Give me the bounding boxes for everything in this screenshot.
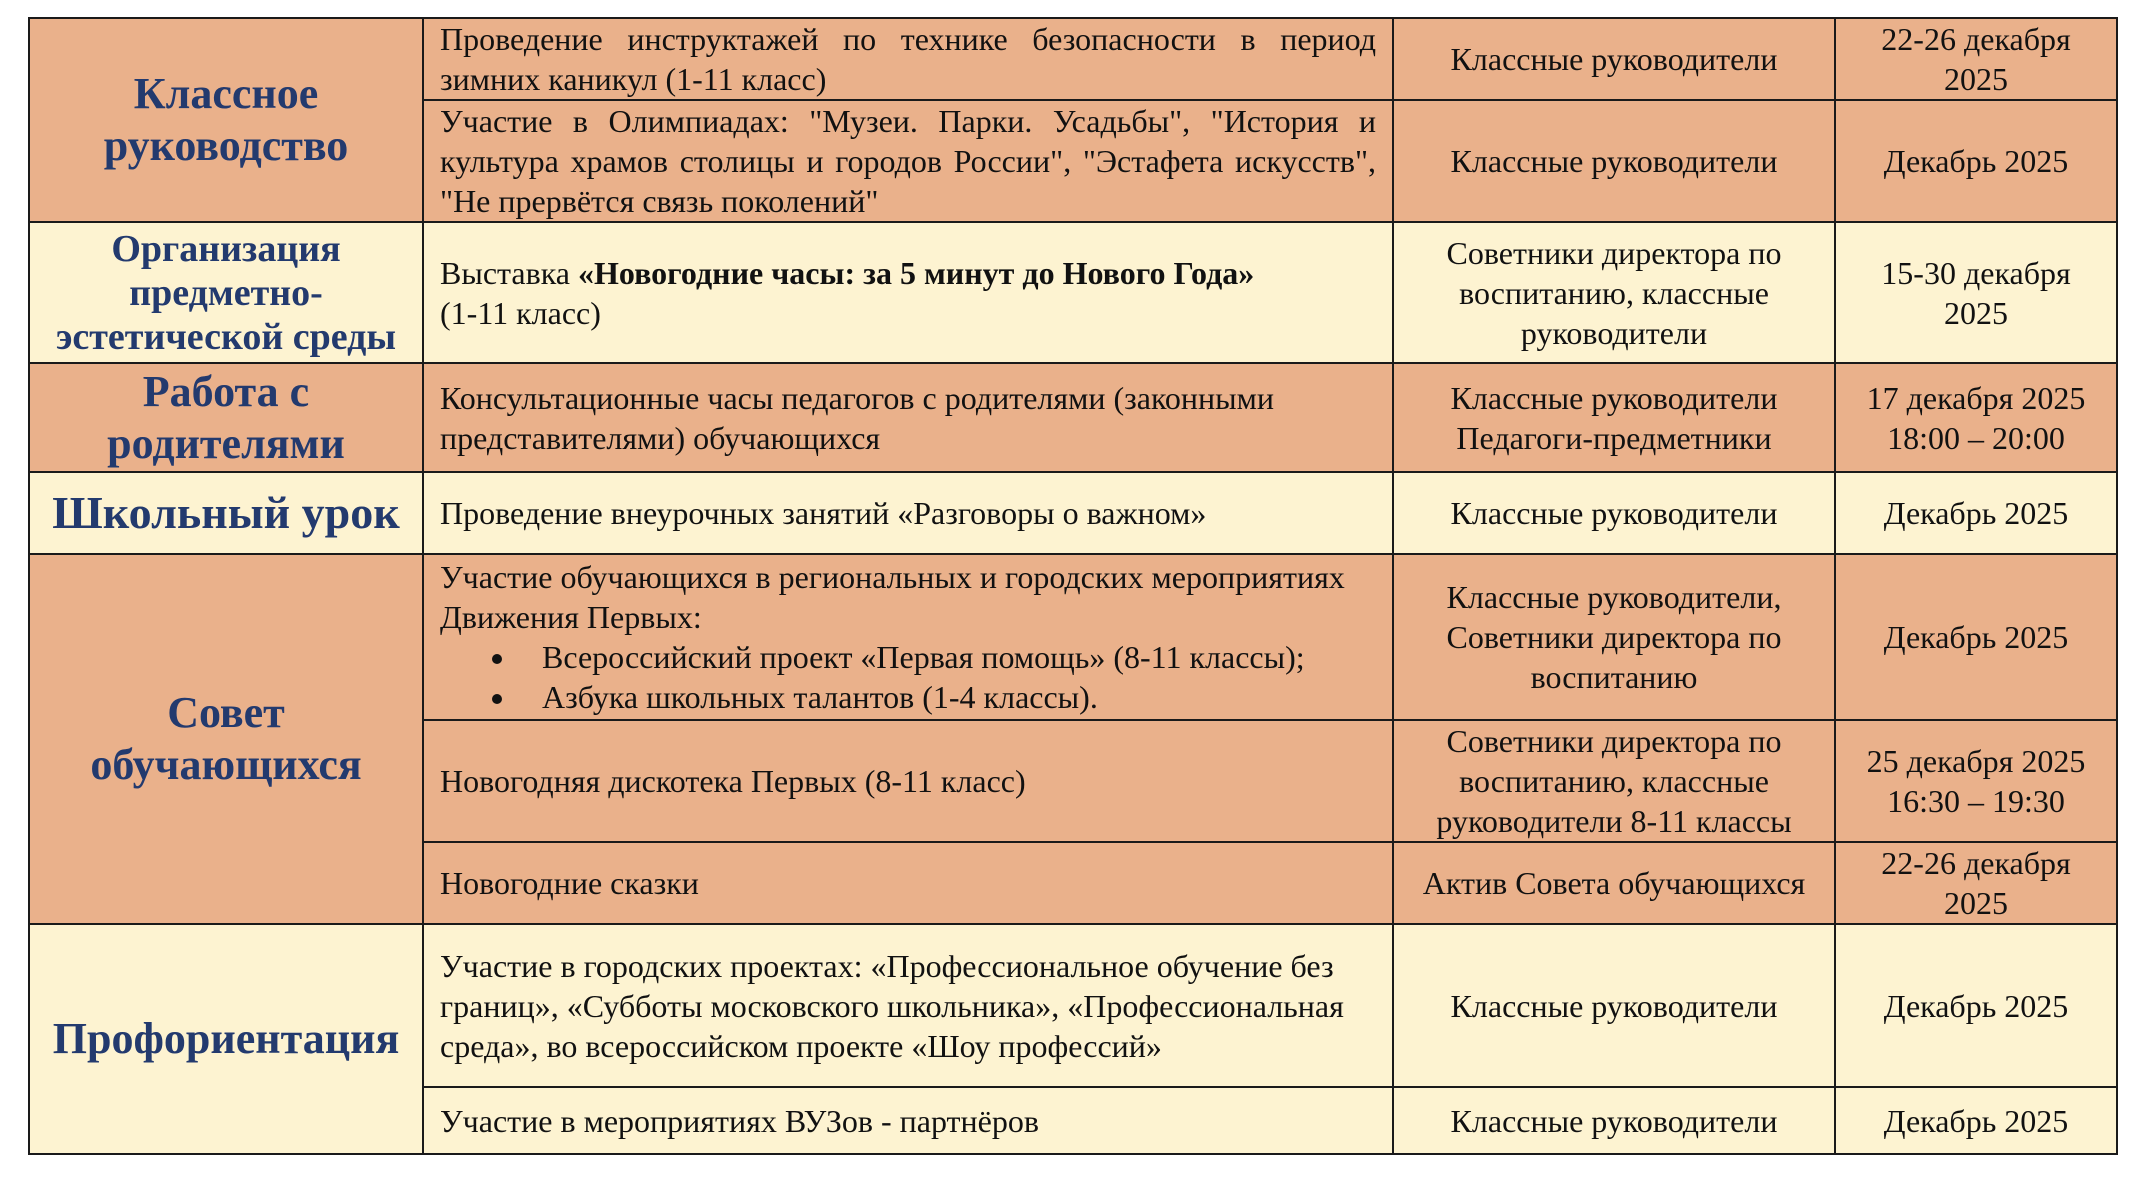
responsible-cell: Актив Совета обучающихся — [1393, 842, 1835, 924]
section-parents: Работа с родителями — [29, 363, 423, 472]
date-cell: Декабрь 2025 — [1835, 1087, 2117, 1154]
table-row — [29, 924, 2117, 1087]
section-class-guidance: Классное руководство — [29, 18, 423, 222]
responsible-cell: Классные руководители — [1393, 18, 1835, 100]
activity-cell — [423, 554, 1393, 720]
activity-cell: Консультационные часы педагогов с родителями (законными представителями) обучающихся — [423, 363, 1393, 472]
table-row — [29, 18, 2117, 100]
responsible-cell — [1393, 363, 1835, 472]
time-line: 18:00 – 20:00 — [1887, 419, 2065, 456]
responsible-cell: Советники директора по воспитанию, классные руководители 8-11 классы — [1393, 720, 1835, 842]
responsible-cell: Советники директора по воспитанию, классные руководители — [1393, 222, 1835, 363]
activity-cell: Участие в городских проектах: «Профессиональное обучение без границ», «Субботы московского школьника», «Профессиональная среда», во всероссийском проекте «Шоу профессий» — [423, 924, 1393, 1087]
section-school-lesson: Школьный урок — [29, 472, 423, 554]
table-row — [29, 222, 2117, 363]
date-cell: Декабрь 2025 — [1835, 472, 2117, 554]
activity-cell: Проведение внеурочных занятий «Разговоры о важном» — [423, 472, 1393, 554]
activity-cell: Новогодняя дискотека Первых (8-11 класс) — [423, 720, 1393, 842]
date-line: 17 декабря 2025 — [1866, 379, 2086, 416]
table-row — [29, 554, 2117, 720]
exhibition-title: «Новогодние часы: за 5 минут до Нового Года» — [578, 254, 1255, 291]
events-plan-table — [28, 17, 2118, 1155]
responsible-cell: Классные руководители, Советники директора по воспитанию — [1393, 554, 1835, 720]
date-cell: 15-30 декабря 2025 — [1835, 222, 2117, 363]
date-cell: Декабрь 2025 — [1835, 100, 2117, 222]
date-cell: 22-26 декабря 2025 — [1835, 842, 2117, 924]
table-row — [29, 363, 2117, 472]
activity-suffix: (1-11 класс) — [440, 294, 601, 331]
time-line: 16:30 – 19:30 — [1887, 783, 2065, 819]
date-cell — [1835, 363, 2117, 472]
activity-cell: Проведение инструктажей по технике безопасности в период зимних каникул (1-11 класс) — [423, 18, 1393, 100]
responsible-cell: Классные руководители — [1393, 924, 1835, 1087]
table-row — [29, 472, 2117, 554]
list-item: • Азбука школьных талантов (1-4 классы). — [518, 677, 1376, 717]
date-cell: 22-26 декабря 2025 — [1835, 18, 2117, 100]
responsible-cell: Классные руководители — [1393, 472, 1835, 554]
section-student-council: Совет обучающихся — [29, 554, 423, 924]
date-cell: Декабрь 2025 — [1835, 554, 2117, 720]
date-cell — [1835, 720, 2117, 842]
responsible-line: Классные руководители — [1450, 379, 1778, 416]
section-career-guidance: Профориентация — [29, 924, 423, 1154]
activity-cell — [423, 222, 1393, 363]
activity-prefix: Выставка — [440, 254, 578, 291]
responsible-cell: Классные руководители — [1393, 1087, 1835, 1154]
responsible-line: Педагоги-предметники — [1456, 419, 1772, 456]
date-line: 25 декабря 2025 — [1866, 743, 2086, 779]
activity-cell: Новогодние сказки — [423, 842, 1393, 924]
bullet-list — [440, 637, 1376, 717]
responsible-cell: Классные руководители — [1393, 100, 1835, 222]
list-item: • Всероссийский проект «Первая помощь» (8-11 классы); — [518, 637, 1376, 677]
activity-intro: Участие обучающихся в региональных и городских мероприятиях Движения Первых: — [440, 559, 1345, 635]
activity-cell: Участие в Олимпиадах: "Музеи. Парки. Усадьбы", "История и культура храмов столицы и городов России", "Эстафета искусств", "Не прервётся связь поколений" — [423, 100, 1393, 222]
date-cell: Декабрь 2025 — [1835, 924, 2117, 1087]
activity-cell: Участие в мероприятиях ВУЗов - партнёров — [423, 1087, 1393, 1154]
section-subject-environment: Организация предметно-эстетической среды — [29, 222, 423, 363]
